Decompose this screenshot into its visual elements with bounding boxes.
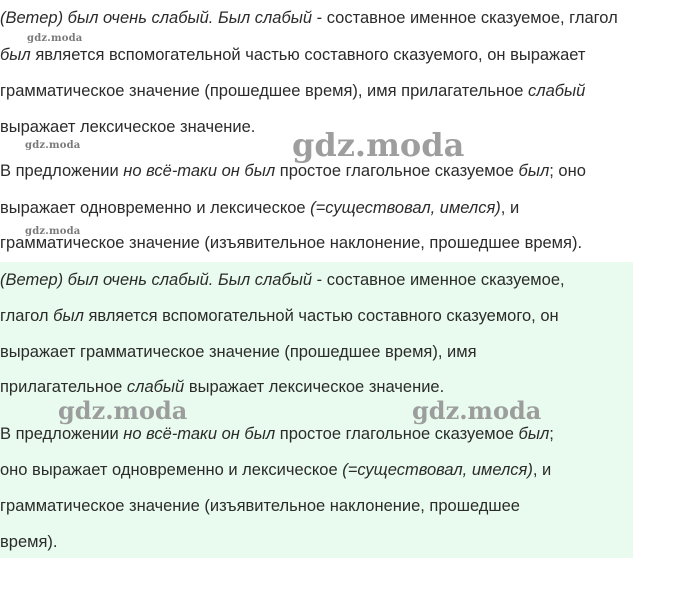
b1-p1-line1 xyxy=(0,8,618,28)
watermark-large: gdz.moda xyxy=(58,396,188,425)
italic-text: но всё-таки он был xyxy=(123,425,276,443)
b2-p2-line2 xyxy=(0,460,551,480)
body-text: оно выражает одновременно и лексическое xyxy=(0,461,343,479)
body-text: грамматическое значение (изъявительное наклонение, прошедшее xyxy=(0,497,520,515)
italic-text: был xyxy=(0,46,31,64)
body-text: , и xyxy=(532,461,552,479)
italic-text: но всё-таки он был xyxy=(123,162,276,180)
body-text: простое глагольное сказуемое xyxy=(275,425,519,443)
b2-p1-line4 xyxy=(0,377,444,397)
body-text: время). xyxy=(0,533,58,551)
body-text: В предложении xyxy=(0,162,124,180)
body-text: ; оно xyxy=(549,162,586,180)
italic-text: был xyxy=(518,425,550,443)
b1-p1-line4 xyxy=(0,117,255,137)
watermark-large: gdz.moda xyxy=(292,126,465,164)
italic-text: (=существовал, имелся) xyxy=(342,461,533,479)
body-text: ; xyxy=(549,425,554,443)
watermark-small: gdz.moda xyxy=(25,140,81,151)
italic-text: слабый xyxy=(126,378,185,396)
body-text: выражает лексическое значение. xyxy=(0,118,256,136)
body-text: грамматическое значение (изъявительное наклонение, прошедшее время). xyxy=(0,234,583,252)
italic-text: (Ветер) был очень слабый. Был слабый xyxy=(0,9,313,27)
b1-p2-line2 xyxy=(0,198,519,218)
b2-p1-line3 xyxy=(0,342,477,362)
watermark-small: gdz.moda xyxy=(25,226,81,237)
b2-p1-line2 xyxy=(0,306,559,326)
body-text: простое глагольное сказуемое xyxy=(275,162,519,180)
italic-text: (=существовал, имелся) xyxy=(310,199,501,217)
b1-p1-line3 xyxy=(0,81,585,101)
body-text: является вспомогательной частью составного сказуемого, он xyxy=(83,307,559,325)
watermark-large: gdz.moda xyxy=(412,396,542,425)
italic-text: (Ветер) был очень слабый. Был слабый xyxy=(0,271,313,289)
body-text: прилагательное xyxy=(0,378,127,396)
b2-p2-line3 xyxy=(0,496,520,516)
body-text: выражает грамматическое значение (прошедшее время), имя xyxy=(0,343,477,361)
b2-p2-line1 xyxy=(0,424,554,444)
body-text: выражает лексическое значение. xyxy=(184,378,445,396)
b1-p2-line1 xyxy=(0,161,586,181)
italic-text: слабый xyxy=(528,82,586,100)
body-text: глагол xyxy=(0,307,54,325)
body-text: , и xyxy=(500,199,520,217)
body-text: является вспомогательной частью составного сказуемого, он выражает xyxy=(30,46,586,64)
b1-p2-line3 xyxy=(0,233,582,253)
b2-p2-line4 xyxy=(0,532,57,552)
body-text: выражает одновременно и лексическое xyxy=(0,199,311,217)
watermark-small: gdz.moda xyxy=(27,33,83,44)
b2-p1-line1 xyxy=(0,270,565,290)
b1-p1-line2 xyxy=(0,45,585,65)
body-text: - составное именное сказуемое, xyxy=(312,271,565,289)
body-text: В предложении xyxy=(0,425,124,443)
italic-text: был xyxy=(518,162,550,180)
italic-text: был xyxy=(53,307,84,325)
body-text: - составное именное сказуемое, глагол xyxy=(312,9,618,27)
body-text: грамматическое значение (прошедшее время), имя прилагательное xyxy=(0,82,529,100)
